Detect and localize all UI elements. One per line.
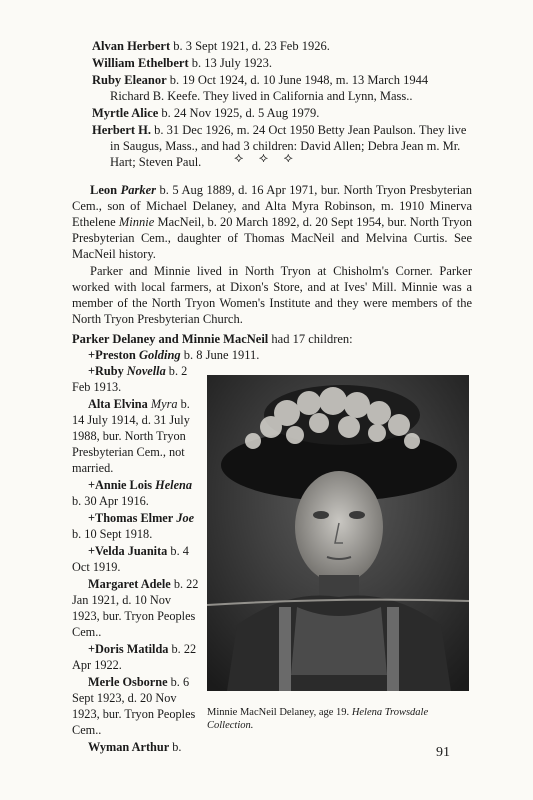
child-nickname: Novella — [126, 364, 166, 378]
children-heading-count: had 17 children: — [268, 332, 353, 346]
child-nickname: Helena — [155, 478, 193, 492]
minnie-nickname: Minnie — [118, 215, 155, 229]
entry — [92, 72, 470, 104]
child-entry — [72, 543, 200, 575]
entry-text: b. 13 July 1923. — [188, 56, 272, 70]
child-entry — [72, 510, 200, 542]
children-column — [72, 363, 200, 756]
child-text: b. 22 Apr 1922. — [72, 642, 197, 672]
page-number: 91 — [436, 745, 450, 760]
entry — [92, 55, 470, 71]
child-entry — [72, 396, 200, 476]
entry-name: William Ethelbert — [92, 56, 189, 70]
child-name: Margaret Adele — [88, 577, 171, 591]
entry-text: b. 3 Sept 1921, d. 23 Feb 1926. — [170, 39, 330, 53]
child-text: b. — [169, 740, 182, 754]
child-nickname: Golding — [138, 348, 181, 362]
entry-name: Herbert H. — [92, 123, 152, 137]
child-nickname: Myra — [150, 397, 178, 411]
leon-paragraph — [72, 182, 472, 262]
child-name: +Annie Lois — [88, 478, 153, 492]
child-entry — [72, 477, 200, 509]
child-entry — [72, 739, 200, 755]
entry-name: Myrtle Alice — [92, 106, 159, 120]
child-text: b. 14 July 1914, d. 31 July 1988, bur. North Tryon Presbyterian Cem., not married. — [72, 397, 190, 475]
child-text: b. 4 Oct 1919. — [72, 544, 189, 574]
child-name: +Ruby — [88, 364, 124, 378]
child-nickname: Joe — [176, 511, 195, 525]
photo-caption — [207, 706, 469, 732]
caption-credit: Helena Trowsdale Collection. — [207, 706, 429, 731]
child-text: b. 10 Sept 1918. — [72, 527, 153, 541]
child-name: Alta Elvina — [88, 397, 148, 411]
child-entry — [72, 674, 200, 738]
entry-text: b. 31 Dec 1926, m. 24 Oct 1950 Betty Jean Paulson. They live in Saugus, Mass., and had 3 children: David Allen; Debra Jean m. Mr. Hart; Steven Paul. — [110, 123, 467, 169]
caption-text: Minnie MacNeil Delaney, age 19. — [207, 706, 352, 718]
child-name: +Doris Matilda — [88, 642, 169, 656]
leon-nickname: Parker — [120, 183, 157, 197]
leon-text-1: b. 5 Aug 1889, d. 16 Apr 1971, bur. North Tryon Presbyterian Cem., son of Michael Delaney, and Alta Myra Robinson, m. 1910 Minerva Ethelene — [72, 183, 473, 229]
child-text: b. 6 Sept 1923, d. 20 Nov 1923, bur. Tryon Peoples Cem.. — [72, 675, 196, 737]
child-entry — [72, 363, 200, 395]
children-heading-names: Parker Delaney and Minnie MacNeil — [72, 332, 269, 346]
child-name: Wyman Arthur — [88, 740, 170, 754]
child-entry — [72, 576, 200, 640]
child-name: +Thomas Elmer — [88, 511, 174, 525]
portrait-photo — [207, 375, 469, 691]
entry-text: b. 24 Nov 1925, d. 5 Aug 1979. — [158, 106, 320, 120]
portrait-illustration — [207, 375, 469, 691]
child-entry — [72, 641, 200, 673]
entry — [92, 38, 470, 54]
child-name: Merle Osborne — [88, 675, 168, 689]
child-text: b. 8 June 1911. — [180, 348, 260, 362]
child-name: +Velda Juanita — [88, 544, 168, 558]
child-text: b. 2 Feb 1913. — [72, 364, 188, 394]
child-entry-preston — [88, 347, 468, 363]
residence-paragraph: Parker and Minnie lived in North Tryon at Chisholm's Corner. Parker worked with local farmers, at Dixon's Store, and at Ives' Mill. Minnie was a member of the North Tryon Women's Institute and they were members of the North Tryon Presbyterian Church. — [72, 264, 472, 326]
children-heading — [72, 331, 472, 347]
entry-name: Ruby Eleanor — [92, 73, 167, 87]
entry — [92, 105, 470, 121]
child-name: +Preston — [88, 348, 136, 362]
entry-text: b. 19 Oct 1924, d. 10 June 1948, m. 13 March 1944 Richard B. Keefe. They lived in California and Lynn, Mass.. — [110, 73, 429, 103]
leon-name: Leon — [90, 183, 118, 197]
child-text: b. 30 Apr 1916. — [72, 494, 149, 508]
section-separator: ⟡ ⟡ ⟡ — [234, 151, 299, 166]
child-text: b. 22 Jan 1921, d. 10 Nov 1923, bur. Tryon Peoples Cem.. — [72, 577, 199, 639]
leon-text-2: MacNeil, b. 20 March 1892, d. 20 Sept 1954, bur. North Tryon Presbyterian Cem., daughter of Thomas MacNeil and Melvina Curtis. See MacNeil history. — [72, 215, 472, 261]
entry-name: Alvan Herbert — [92, 39, 171, 53]
